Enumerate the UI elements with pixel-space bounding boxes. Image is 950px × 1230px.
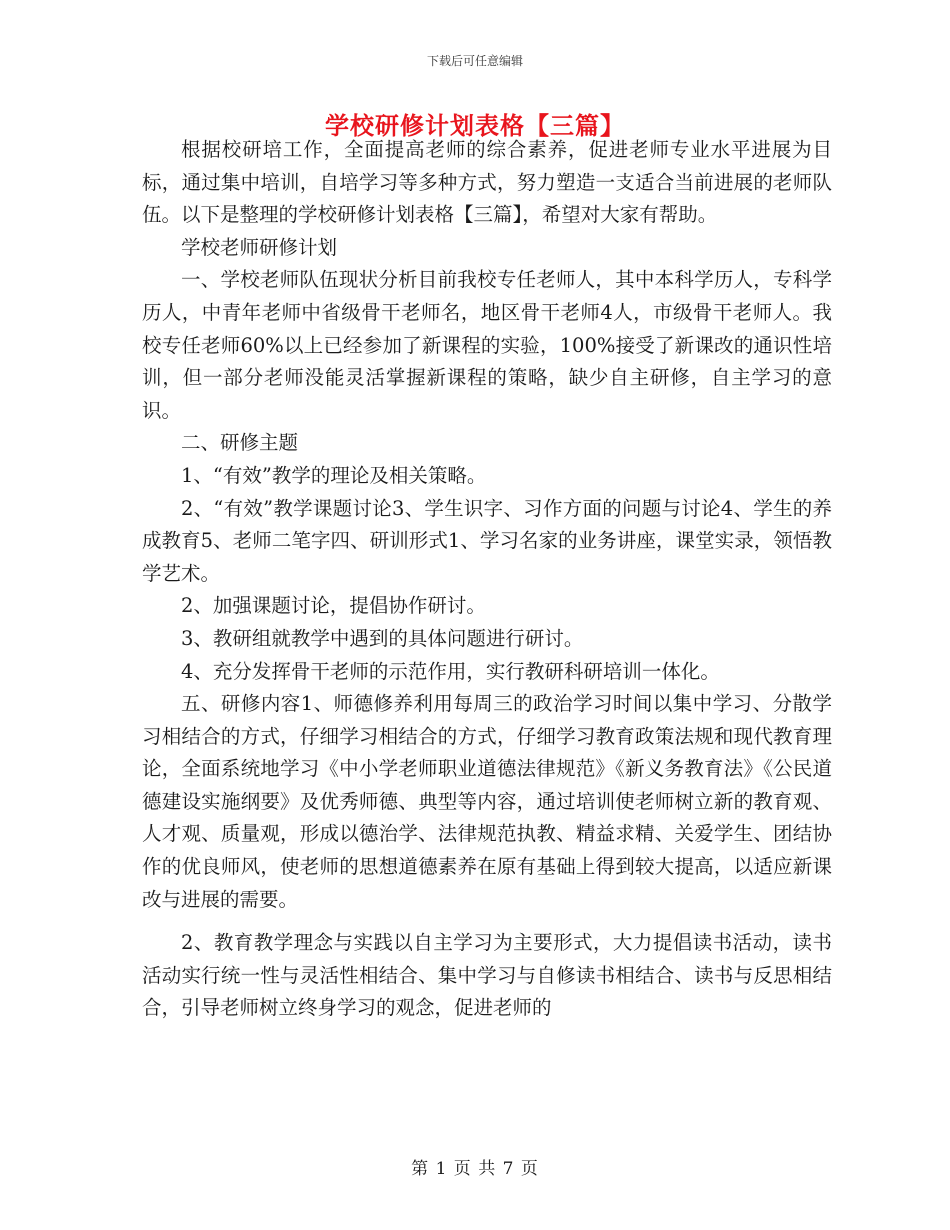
paragraph-status-analysis: 一、学校老师队伍现状分析目前我校专任老师人，其中本科学历人，专科学历人，中青年老师中省级骨干老师名，地区骨干老师4人，市级骨干老师人。我校专任老师60%以上已经参加了新课程的实验，100%接受了新课改的通识性培训，但一部分老师没能灵活掌握新课程的策略，缺少自主研修，自主学习的意识。 xyxy=(142,268,832,422)
page-number: 第 1 页 共 7 页 xyxy=(411,1159,539,1179)
paragraph-section-heading: 学校老师研修计划 xyxy=(181,235,338,259)
paragraph-theme-1: 1、“有效”教学的理论及相关策略。 xyxy=(181,463,487,487)
paragraph-content-2: 2、教育教学理念与实践以自主学习为主要形式，大力提倡读书活动，读书活动实行统一性与灵活性相结合、集中学习与自修读书相结合、读书与反思相结合，引导老师树立终身学习的观念，促进老师的 xyxy=(142,931,832,1020)
document-body xyxy=(142,134,832,1025)
paragraph-theme-heading: 二、研修主题 xyxy=(181,431,299,455)
document-title: 学校研修计划表格【三篇】 xyxy=(325,111,625,140)
paragraph-theme-2: 2、“有效”教学课题讨论3、学生识字、习作方面的问题与讨论4、学生的养成教育5、老师二笔字四、研训形式1、学习名家的业务讲座，课堂实录，领悟教学艺术。 xyxy=(142,496,832,585)
paragraph-form-3: 3、教研组就教学中遇到的具体问题进行研讨。 xyxy=(181,626,584,650)
header-note: 下载后可任意编辑 xyxy=(426,54,523,68)
paragraph-intro: 根据校研培工作，全面提高老师的综合素养，促进老师专业水平进展为目标，通过集中培训，自培学习等多种方式，努力塑造一支适合当前进展的老师队伍。以下是整理的学校研修计划表格【三篇】，希望对大家有帮助。 xyxy=(142,138,832,227)
paragraph-form-4: 4、充分发挥骨干老师的示范作用，实行教研科研培训一体化。 xyxy=(181,659,720,683)
paragraph-form-2: 2、加强课题讨论，提倡协作研讨。 xyxy=(181,594,486,618)
paragraph-content-1: 五、研修内容1、师德修养利用每周三的政治学习时间以集中学习、分散学习相结合的方式，仔细学习相结合的方式，仔细学习教育政策法规和现代教育理论，全面系统地学习《中小学老师职业道德法律规范》《新义务教育法》《公民道德建设实施纲要》及优秀师德、典型等内容，通过培训使老师树立新的教育观、人才观、质量观，形成以德治学、法律规范执教、精益求精、关爱学生、团结协作的优良师风，使老师的思想道德素养在原有基础上得到较大提高，以适应新课改与进展的需要。 xyxy=(142,692,832,911)
